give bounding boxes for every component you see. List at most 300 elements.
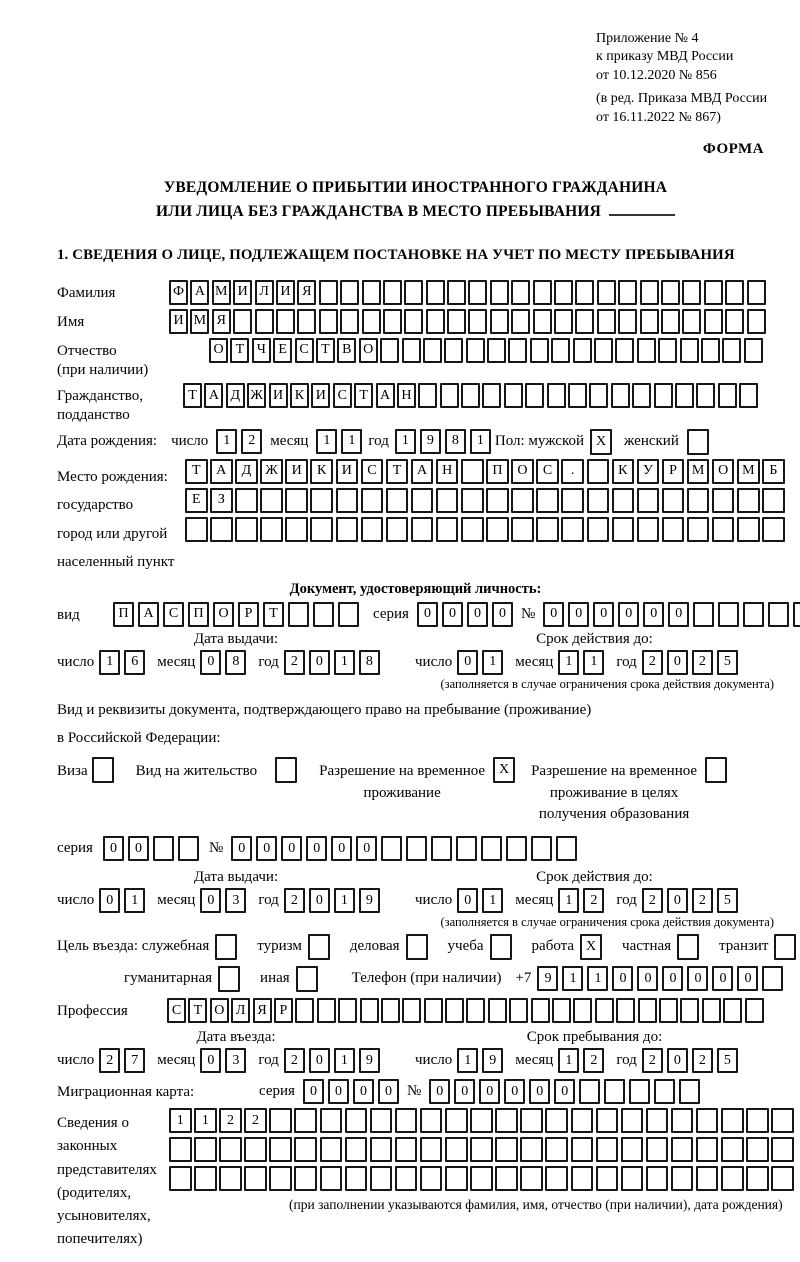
birth-day-cells[interactable] bbox=[216, 429, 266, 454]
char-cell[interactable] bbox=[269, 1108, 292, 1133]
female-checkbox[interactable] bbox=[687, 429, 709, 455]
char-cell[interactable] bbox=[495, 1137, 518, 1162]
phone-cells[interactable] bbox=[537, 966, 787, 991]
char-cell[interactable] bbox=[481, 836, 502, 861]
char-cell[interactable]: 9 bbox=[420, 429, 441, 454]
char-cell[interactable] bbox=[658, 338, 677, 363]
char-cell[interactable] bbox=[233, 309, 252, 334]
representatives-cells-1[interactable] bbox=[169, 1108, 796, 1133]
char-cell[interactable] bbox=[637, 517, 660, 542]
char-cell[interactable]: А bbox=[376, 383, 395, 408]
char-cell[interactable]: Т bbox=[386, 459, 409, 484]
purpose-humanitarian-checkbox[interactable] bbox=[218, 966, 240, 992]
char-cell[interactable] bbox=[704, 280, 723, 305]
char-cell[interactable]: 0 bbox=[454, 1079, 475, 1104]
identity-number-cells[interactable] bbox=[543, 602, 800, 627]
char-cell[interactable] bbox=[468, 280, 487, 305]
char-cell[interactable]: 0 bbox=[737, 966, 758, 991]
char-cell[interactable] bbox=[533, 309, 552, 334]
char-cell[interactable] bbox=[511, 309, 530, 334]
char-cell[interactable] bbox=[561, 517, 584, 542]
char-cell[interactable] bbox=[276, 309, 295, 334]
char-cell[interactable] bbox=[693, 602, 714, 627]
char-cell[interactable] bbox=[215, 934, 237, 960]
char-cell[interactable]: 1 bbox=[124, 888, 145, 913]
char-cell[interactable]: 0 bbox=[103, 836, 124, 861]
stay-year[interactable] bbox=[642, 1048, 742, 1073]
char-cell[interactable] bbox=[420, 1108, 443, 1133]
char-cell[interactable]: 1 bbox=[558, 1048, 579, 1073]
char-cell[interactable] bbox=[420, 1166, 443, 1191]
identity-kind-cells[interactable] bbox=[113, 602, 363, 627]
char-cell[interactable]: 2 bbox=[219, 1108, 242, 1133]
char-cell[interactable]: 5 bbox=[717, 888, 738, 913]
char-cell[interactable]: 1 bbox=[482, 888, 503, 913]
char-cell[interactable] bbox=[722, 338, 741, 363]
representatives-cells-3[interactable] bbox=[169, 1166, 796, 1191]
char-cell[interactable] bbox=[721, 1166, 744, 1191]
char-cell[interactable]: 0 bbox=[618, 602, 639, 627]
residence-valid-day[interactable] bbox=[457, 888, 507, 913]
char-cell[interactable]: 1 bbox=[562, 966, 583, 991]
char-cell[interactable]: Н bbox=[397, 383, 416, 408]
char-cell[interactable]: 1 bbox=[583, 650, 604, 675]
char-cell[interactable]: И bbox=[233, 280, 252, 305]
char-cell[interactable]: Ж bbox=[260, 459, 283, 484]
char-cell[interactable]: 1 bbox=[216, 429, 237, 454]
char-cell[interactable] bbox=[294, 1166, 317, 1191]
char-cell[interactable]: 1 bbox=[334, 1048, 355, 1073]
char-cell[interactable] bbox=[696, 383, 715, 408]
char-cell[interactable] bbox=[762, 966, 783, 991]
char-cell[interactable] bbox=[615, 338, 634, 363]
char-cell[interactable] bbox=[737, 488, 760, 513]
char-cell[interactable] bbox=[745, 998, 764, 1023]
char-cell[interactable] bbox=[746, 1108, 769, 1133]
char-cell[interactable]: 0 bbox=[667, 1048, 688, 1073]
char-cell[interactable] bbox=[411, 517, 434, 542]
char-cell[interactable] bbox=[338, 998, 357, 1023]
char-cell[interactable] bbox=[345, 1166, 368, 1191]
char-cell[interactable] bbox=[362, 280, 381, 305]
char-cell[interactable]: 0 bbox=[200, 1048, 221, 1073]
char-cell[interactable]: Е bbox=[185, 488, 208, 513]
char-cell[interactable] bbox=[696, 1137, 719, 1162]
char-cell[interactable]: А bbox=[411, 459, 434, 484]
char-cell[interactable]: 0 bbox=[687, 966, 708, 991]
char-cell[interactable]: 2 bbox=[642, 650, 663, 675]
male-checkbox[interactable] bbox=[590, 429, 612, 455]
char-cell[interactable] bbox=[604, 1079, 625, 1104]
char-cell[interactable] bbox=[361, 488, 384, 513]
char-cell[interactable] bbox=[244, 1137, 267, 1162]
identity-issue-day[interactable] bbox=[99, 650, 149, 675]
char-cell[interactable]: О bbox=[210, 998, 229, 1023]
char-cell[interactable]: П bbox=[113, 602, 134, 627]
char-cell[interactable] bbox=[294, 1137, 317, 1162]
char-cell[interactable] bbox=[490, 934, 512, 960]
char-cell[interactable] bbox=[768, 602, 789, 627]
char-cell[interactable]: К bbox=[612, 459, 635, 484]
char-cell[interactable] bbox=[210, 517, 233, 542]
char-cell[interactable] bbox=[637, 338, 656, 363]
char-cell[interactable]: 8 bbox=[359, 650, 380, 675]
char-cell[interactable] bbox=[687, 429, 709, 455]
char-cell[interactable] bbox=[551, 338, 570, 363]
char-cell[interactable] bbox=[595, 998, 614, 1023]
char-cell[interactable] bbox=[661, 309, 680, 334]
char-cell[interactable] bbox=[662, 517, 685, 542]
char-cell[interactable]: 0 bbox=[667, 650, 688, 675]
identity-valid-month[interactable] bbox=[558, 650, 608, 675]
migration-number-cells[interactable] bbox=[429, 1079, 704, 1104]
char-cell[interactable] bbox=[762, 517, 785, 542]
birth-year-cells[interactable] bbox=[395, 429, 495, 454]
char-cell[interactable] bbox=[771, 1137, 794, 1162]
char-cell[interactable] bbox=[423, 338, 442, 363]
char-cell[interactable]: 0 bbox=[637, 966, 658, 991]
char-cell[interactable]: 0 bbox=[353, 1079, 374, 1104]
char-cell[interactable] bbox=[587, 517, 610, 542]
char-cell[interactable]: Ч bbox=[252, 338, 271, 363]
char-cell[interactable] bbox=[646, 1108, 669, 1133]
char-cell[interactable] bbox=[659, 998, 678, 1023]
char-cell[interactable] bbox=[219, 1137, 242, 1162]
entry-day[interactable] bbox=[99, 1048, 149, 1073]
char-cell[interactable]: Я bbox=[297, 280, 316, 305]
char-cell[interactable]: 0 bbox=[668, 602, 689, 627]
char-cell[interactable]: Ж bbox=[247, 383, 266, 408]
char-cell[interactable] bbox=[461, 517, 484, 542]
char-cell[interactable]: А bbox=[138, 602, 159, 627]
char-cell[interactable]: 0 bbox=[543, 602, 564, 627]
char-cell[interactable] bbox=[381, 998, 400, 1023]
char-cell[interactable] bbox=[654, 383, 673, 408]
char-cell[interactable]: А bbox=[210, 459, 233, 484]
char-cell[interactable]: В bbox=[337, 338, 356, 363]
char-cell[interactable] bbox=[297, 309, 316, 334]
char-cell[interactable] bbox=[336, 517, 359, 542]
char-cell[interactable] bbox=[285, 488, 308, 513]
char-cell[interactable] bbox=[587, 459, 610, 484]
char-cell[interactable] bbox=[310, 517, 333, 542]
char-cell[interactable]: О bbox=[213, 602, 234, 627]
char-cell[interactable]: Е bbox=[273, 338, 292, 363]
char-cell[interactable]: 0 bbox=[200, 888, 221, 913]
visa-checkbox[interactable] bbox=[92, 757, 114, 783]
char-cell[interactable] bbox=[662, 488, 685, 513]
char-cell[interactable] bbox=[746, 1137, 769, 1162]
char-cell[interactable] bbox=[533, 280, 552, 305]
char-cell[interactable] bbox=[547, 383, 566, 408]
char-cell[interactable] bbox=[771, 1108, 794, 1133]
char-cell[interactable] bbox=[488, 998, 507, 1023]
char-cell[interactable] bbox=[169, 1137, 192, 1162]
char-cell[interactable] bbox=[629, 1079, 650, 1104]
char-cell[interactable]: 1 bbox=[316, 429, 337, 454]
char-cell[interactable]: 9 bbox=[359, 888, 380, 913]
char-cell[interactable] bbox=[554, 280, 573, 305]
char-cell[interactable]: 2 bbox=[241, 429, 262, 454]
char-cell[interactable]: О bbox=[712, 459, 735, 484]
char-cell[interactable] bbox=[178, 836, 199, 861]
char-cell[interactable] bbox=[511, 517, 534, 542]
temp-residence-checkbox[interactable] bbox=[493, 757, 515, 783]
char-cell[interactable] bbox=[621, 1166, 644, 1191]
char-cell[interactable] bbox=[194, 1166, 217, 1191]
residence-valid-month[interactable] bbox=[558, 888, 608, 913]
char-cell[interactable]: 0 bbox=[612, 966, 633, 991]
char-cell[interactable] bbox=[520, 1166, 543, 1191]
char-cell[interactable] bbox=[244, 1166, 267, 1191]
char-cell[interactable] bbox=[370, 1137, 393, 1162]
purpose-business-checkbox[interactable] bbox=[406, 934, 428, 960]
char-cell[interactable]: 2 bbox=[284, 888, 305, 913]
char-cell[interactable]: Л bbox=[231, 998, 250, 1023]
char-cell[interactable]: 0 bbox=[529, 1079, 550, 1104]
char-cell[interactable] bbox=[640, 309, 659, 334]
char-cell[interactable] bbox=[436, 517, 459, 542]
char-cell[interactable]: 1 bbox=[587, 966, 608, 991]
char-cell[interactable]: П bbox=[188, 602, 209, 627]
patronymic-cells[interactable] bbox=[209, 338, 765, 363]
char-cell[interactable] bbox=[490, 280, 509, 305]
char-cell[interactable]: 0 bbox=[492, 602, 513, 627]
char-cell[interactable] bbox=[194, 1137, 217, 1162]
char-cell[interactable] bbox=[380, 338, 399, 363]
char-cell[interactable]: Б bbox=[762, 459, 785, 484]
char-cell[interactable] bbox=[531, 836, 552, 861]
char-cell[interactable] bbox=[320, 1108, 343, 1133]
char-cell[interactable] bbox=[320, 1166, 343, 1191]
purpose-transit-checkbox[interactable] bbox=[774, 934, 796, 960]
char-cell[interactable] bbox=[169, 1166, 192, 1191]
char-cell[interactable] bbox=[573, 338, 592, 363]
char-cell[interactable]: 2 bbox=[642, 888, 663, 913]
char-cell[interactable] bbox=[762, 488, 785, 513]
char-cell[interactable]: Н bbox=[436, 459, 459, 484]
char-cell[interactable] bbox=[520, 1108, 543, 1133]
char-cell[interactable] bbox=[536, 517, 559, 542]
char-cell[interactable] bbox=[611, 383, 630, 408]
birth-month-cells[interactable] bbox=[316, 429, 366, 454]
char-cell[interactable] bbox=[340, 309, 359, 334]
char-cell[interactable] bbox=[461, 459, 484, 484]
char-cell[interactable]: И bbox=[336, 459, 359, 484]
char-cell[interactable]: 9 bbox=[482, 1048, 503, 1073]
char-cell[interactable]: А bbox=[190, 280, 209, 305]
char-cell[interactable]: X bbox=[493, 757, 515, 783]
char-cell[interactable]: 0 bbox=[643, 602, 664, 627]
char-cell[interactable]: 1 bbox=[334, 888, 355, 913]
char-cell[interactable] bbox=[646, 1166, 669, 1191]
char-cell[interactable]: Д bbox=[226, 383, 245, 408]
char-cell[interactable]: Т bbox=[354, 383, 373, 408]
char-cell[interactable] bbox=[554, 309, 573, 334]
char-cell[interactable] bbox=[319, 309, 338, 334]
char-cell[interactable] bbox=[568, 383, 587, 408]
purpose-tourism-checkbox[interactable] bbox=[308, 934, 330, 960]
char-cell[interactable] bbox=[661, 280, 680, 305]
char-cell[interactable] bbox=[260, 517, 283, 542]
char-cell[interactable]: 1 bbox=[457, 1048, 478, 1073]
char-cell[interactable]: 1 bbox=[194, 1108, 217, 1133]
char-cell[interactable]: Я bbox=[253, 998, 272, 1023]
char-cell[interactable]: Р bbox=[274, 998, 293, 1023]
char-cell[interactable] bbox=[704, 309, 723, 334]
char-cell[interactable] bbox=[447, 309, 466, 334]
char-cell[interactable] bbox=[296, 966, 318, 992]
char-cell[interactable]: 0 bbox=[256, 836, 277, 861]
char-cell[interactable] bbox=[361, 517, 384, 542]
char-cell[interactable]: И bbox=[269, 383, 288, 408]
char-cell[interactable] bbox=[310, 488, 333, 513]
char-cell[interactable] bbox=[612, 517, 635, 542]
char-cell[interactable] bbox=[520, 1137, 543, 1162]
char-cell[interactable] bbox=[552, 998, 571, 1023]
char-cell[interactable] bbox=[308, 934, 330, 960]
char-cell[interactable] bbox=[386, 488, 409, 513]
char-cell[interactable] bbox=[362, 309, 381, 334]
char-cell[interactable]: 9 bbox=[359, 1048, 380, 1073]
representatives-cells-2[interactable] bbox=[169, 1137, 796, 1162]
char-cell[interactable]: Р bbox=[238, 602, 259, 627]
char-cell[interactable] bbox=[596, 1137, 619, 1162]
char-cell[interactable] bbox=[575, 309, 594, 334]
char-cell[interactable] bbox=[637, 488, 660, 513]
char-cell[interactable] bbox=[386, 517, 409, 542]
char-cell[interactable] bbox=[536, 488, 559, 513]
char-cell[interactable]: 0 bbox=[457, 650, 478, 675]
char-cell[interactable] bbox=[545, 1166, 568, 1191]
char-cell[interactable] bbox=[508, 338, 527, 363]
birthplace-cells-2[interactable] bbox=[185, 488, 787, 513]
char-cell[interactable]: 2 bbox=[692, 888, 713, 913]
char-cell[interactable]: 1 bbox=[470, 429, 491, 454]
char-cell[interactable] bbox=[545, 1137, 568, 1162]
char-cell[interactable] bbox=[587, 488, 610, 513]
char-cell[interactable]: 0 bbox=[309, 888, 330, 913]
char-cell[interactable] bbox=[383, 309, 402, 334]
char-cell[interactable]: 0 bbox=[504, 1079, 525, 1104]
char-cell[interactable] bbox=[616, 998, 635, 1023]
char-cell[interactable] bbox=[561, 488, 584, 513]
char-cell[interactable] bbox=[739, 383, 758, 408]
char-cell[interactable]: З bbox=[210, 488, 233, 513]
char-cell[interactable] bbox=[725, 309, 744, 334]
char-cell[interactable] bbox=[255, 309, 274, 334]
char-cell[interactable] bbox=[345, 1137, 368, 1162]
char-cell[interactable]: И bbox=[276, 280, 295, 305]
char-cell[interactable]: И bbox=[311, 383, 330, 408]
char-cell[interactable] bbox=[712, 517, 735, 542]
char-cell[interactable] bbox=[596, 1108, 619, 1133]
char-cell[interactable]: 0 bbox=[479, 1079, 500, 1104]
birthplace-cells-3[interactable] bbox=[185, 517, 787, 542]
char-cell[interactable] bbox=[269, 1137, 292, 1162]
char-cell[interactable] bbox=[418, 383, 437, 408]
char-cell[interactable] bbox=[431, 836, 452, 861]
char-cell[interactable] bbox=[92, 757, 114, 783]
char-cell[interactable]: М bbox=[190, 309, 209, 334]
char-cell[interactable]: 2 bbox=[244, 1108, 267, 1133]
char-cell[interactable]: М bbox=[687, 459, 710, 484]
char-cell[interactable]: Л bbox=[255, 280, 274, 305]
char-cell[interactable]: И bbox=[285, 459, 308, 484]
char-cell[interactable] bbox=[621, 1108, 644, 1133]
char-cell[interactable] bbox=[705, 757, 727, 783]
char-cell[interactable]: 2 bbox=[99, 1048, 120, 1073]
char-cell[interactable]: 1 bbox=[558, 888, 579, 913]
char-cell[interactable] bbox=[571, 1137, 594, 1162]
char-cell[interactable]: С bbox=[333, 383, 352, 408]
char-cell[interactable] bbox=[545, 1108, 568, 1133]
char-cell[interactable]: 8 bbox=[445, 429, 466, 454]
char-cell[interactable] bbox=[461, 488, 484, 513]
char-cell[interactable]: 2 bbox=[583, 888, 604, 913]
char-cell[interactable] bbox=[671, 1108, 694, 1133]
char-cell[interactable]: М bbox=[737, 459, 760, 484]
char-cell[interactable]: С bbox=[536, 459, 559, 484]
char-cell[interactable]: С bbox=[163, 602, 184, 627]
char-cell[interactable] bbox=[571, 1166, 594, 1191]
char-cell[interactable] bbox=[440, 383, 459, 408]
char-cell[interactable] bbox=[671, 1137, 694, 1162]
char-cell[interactable]: 0 bbox=[328, 1079, 349, 1104]
identity-valid-day[interactable] bbox=[457, 650, 507, 675]
char-cell[interactable] bbox=[456, 836, 477, 861]
char-cell[interactable] bbox=[320, 1137, 343, 1162]
char-cell[interactable] bbox=[153, 836, 174, 861]
char-cell[interactable]: К bbox=[310, 459, 333, 484]
char-cell[interactable] bbox=[370, 1166, 393, 1191]
char-cell[interactable] bbox=[218, 966, 240, 992]
residence-permit-checkbox[interactable] bbox=[275, 757, 297, 783]
char-cell[interactable]: 1 bbox=[558, 650, 579, 675]
char-cell[interactable] bbox=[718, 602, 739, 627]
char-cell[interactable] bbox=[677, 934, 699, 960]
char-cell[interactable] bbox=[682, 280, 701, 305]
char-cell[interactable]: 0 bbox=[417, 602, 438, 627]
char-cell[interactable] bbox=[575, 280, 594, 305]
char-cell[interactable] bbox=[687, 517, 710, 542]
char-cell[interactable] bbox=[696, 1108, 719, 1133]
char-cell[interactable] bbox=[294, 1108, 317, 1133]
char-cell[interactable]: 0 bbox=[429, 1079, 450, 1104]
char-cell[interactable] bbox=[597, 309, 616, 334]
char-cell[interactable] bbox=[411, 488, 434, 513]
char-cell[interactable] bbox=[445, 998, 464, 1023]
purpose-work-checkbox[interactable] bbox=[580, 934, 602, 960]
purpose-official-checkbox[interactable] bbox=[215, 934, 237, 960]
char-cell[interactable] bbox=[406, 836, 427, 861]
char-cell[interactable]: 0 bbox=[200, 650, 221, 675]
char-cell[interactable] bbox=[470, 1108, 493, 1133]
char-cell[interactable] bbox=[395, 1108, 418, 1133]
purpose-other-checkbox[interactable] bbox=[296, 966, 318, 992]
char-cell[interactable]: 0 bbox=[667, 888, 688, 913]
char-cell[interactable] bbox=[360, 998, 379, 1023]
char-cell[interactable] bbox=[295, 998, 314, 1023]
char-cell[interactable]: 0 bbox=[467, 602, 488, 627]
char-cell[interactable] bbox=[712, 488, 735, 513]
residence-number-cells[interactable] bbox=[231, 836, 581, 861]
char-cell[interactable] bbox=[495, 1108, 518, 1133]
char-cell[interactable]: О bbox=[209, 338, 228, 363]
char-cell[interactable] bbox=[743, 602, 764, 627]
char-cell[interactable]: 1 bbox=[169, 1108, 192, 1133]
char-cell[interactable] bbox=[444, 338, 463, 363]
